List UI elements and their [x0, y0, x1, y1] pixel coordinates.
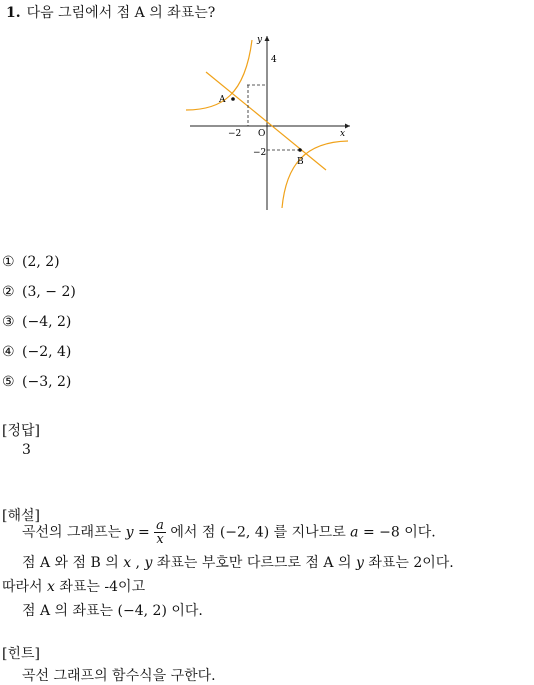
choice-2: ② (3, − 2) — [2, 284, 76, 300]
label-4: 4 — [271, 55, 277, 65]
question-number: 1. — [6, 5, 21, 21]
point-a-label: A — [219, 95, 226, 105]
point-a-dot — [231, 97, 235, 101]
answer-heading: [정답] — [2, 423, 40, 439]
x-axis-arrow — [345, 124, 350, 129]
hint-text: 곡선 그래프의 함수식을 구한다. — [22, 668, 216, 684]
question-text: 다음 그림에서 점 A 의 좌표는? — [26, 5, 216, 21]
point-b-label: B — [297, 157, 304, 167]
y-axis-arrow — [265, 36, 270, 41]
choice-5: ⑤ (−3, 2) — [2, 374, 72, 390]
y-axis-label: y — [257, 35, 263, 45]
explanation-line-4: 점 A 의 좌표는 (−4, 2) 이다. — [22, 603, 203, 619]
explanation-line-1: 곡선의 그래프는 y = $\frac{a}{x}$ 에서 점 (−2, 4) 를 지나므로 a = −8 이다. — [22, 518, 436, 547]
label-neg2-x: −2 — [228, 129, 242, 139]
x-axis-label: x — [340, 129, 346, 139]
label-neg2-y: −2 — [253, 148, 267, 158]
fraction-a-over-x: $\frac{a}{x}$ — [156, 518, 164, 547]
origin-label: O — [258, 129, 266, 139]
explanation-line-2: 점 A 와 점 B 의 x , y 좌표는 부호만 다르므로 점 A 의 y 좌표는 2이다. — [22, 555, 454, 571]
answer-value: 3 — [22, 442, 31, 458]
hint-heading: [힌트] — [2, 646, 40, 662]
curve-branch-right — [282, 141, 348, 208]
point-b-dot — [298, 148, 302, 152]
explanation-line-3: 따라서 x 좌표는 -4이고 — [2, 579, 146, 595]
choice-3: ③ (−4, 2) — [2, 314, 72, 330]
choice-4: ④ (−2, 4) — [2, 344, 72, 360]
choice-1: ① (2, 2) — [2, 254, 60, 270]
graph-figure — [0, 0, 534, 250]
explanation-heading: [해설] — [2, 508, 40, 524]
